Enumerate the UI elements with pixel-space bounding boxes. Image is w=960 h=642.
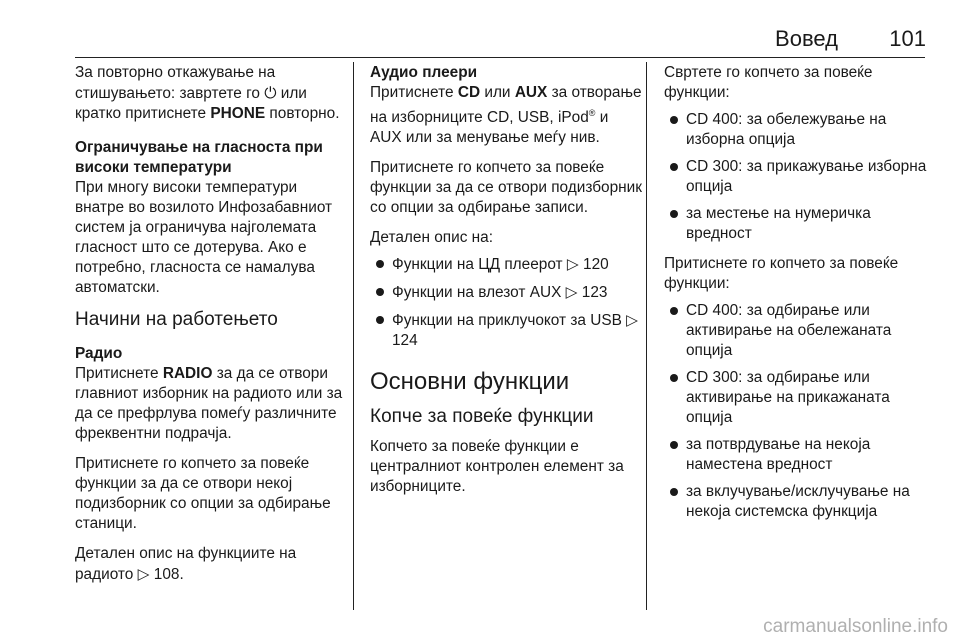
text: или кратко притиснете	[75, 85, 307, 122]
bullet	[670, 163, 678, 171]
text: Функции на приклучокот за USB	[392, 312, 622, 330]
page-reference[interactable]: 120	[583, 256, 609, 274]
list-item	[370, 282, 642, 303]
bullet	[670, 488, 678, 496]
text: Деталeн опис на функциите на радиото	[75, 545, 297, 583]
page-reference-arrow-icon: ▷	[137, 565, 150, 583]
text: за отворање на изборниците CD, USB, iPod	[370, 84, 642, 127]
header-rule	[75, 57, 925, 58]
heading-multifunction-knob: Копче за повеќе функции	[370, 406, 594, 428]
paragraph-audio	[370, 83, 642, 148]
page-reference[interactable]: 123	[581, 284, 608, 302]
text: за местење на нумеричка вредност	[686, 205, 871, 242]
bullet	[670, 210, 678, 218]
column-left	[75, 63, 347, 595]
bullet	[376, 316, 384, 324]
page-title: Вовед	[775, 26, 838, 51]
text: за вклучување/исклучување на некоја системска функција	[686, 483, 910, 520]
text: Притиснете	[370, 84, 454, 101]
page-reference[interactable]: 124	[392, 332, 418, 350]
paragraph-press-knob: Притиснете го копчето за повеќе функции:	[664, 255, 899, 292]
column-middle	[370, 63, 642, 507]
column-divider-2	[646, 62, 647, 610]
text: CD 400: за обележување на изборна опција	[686, 111, 887, 148]
column-right	[664, 63, 932, 532]
list-item	[664, 204, 932, 244]
column-divider-1	[353, 62, 354, 610]
paragraph-knob-description: Копчето за повеќе функции е централниот контролен елемент за изборниците.	[370, 438, 624, 496]
bullet	[670, 116, 678, 124]
list-item	[370, 254, 642, 275]
press-knob-list	[664, 301, 932, 522]
heading-radio: Радио	[75, 345, 123, 362]
paragraph-radio-detail	[75, 544, 347, 585]
bullet	[670, 441, 678, 449]
page-reference-arrow-icon: ▷	[626, 311, 639, 330]
heading-audio-players: Аудио плеери	[370, 64, 478, 81]
bullet	[670, 307, 678, 315]
reference-list	[370, 254, 642, 351]
list-item	[664, 368, 932, 428]
list-item	[664, 435, 932, 475]
text: CD 300: за одбирање или активирање на прикажаната опција	[686, 369, 890, 426]
text: повторно.	[269, 105, 340, 122]
text: и AUX или за менување меѓу нив.	[370, 109, 609, 147]
paragraph-volume-limit: При многу високи температури внатре во возилото Инфозабавниот систем ја ограничува најголемата гласност што се дотерува. Ако е потребно, гласноста се намалува автоматски.	[75, 179, 333, 296]
text: Функции на ЦД плеерот	[392, 256, 563, 274]
text: за потврдување на некоја наместена вредност	[686, 436, 871, 473]
radio-key-label: RADIO	[162, 365, 213, 382]
paragraph-detail: Детален опис на:	[370, 229, 494, 247]
page-header	[0, 26, 960, 56]
heading-operating-modes: Начини на работењето	[75, 309, 278, 330]
text: Функции на влезот AUX	[392, 284, 562, 302]
list-item	[370, 310, 642, 351]
heading-basic-functions: Основни функции	[370, 368, 570, 396]
bullet	[376, 288, 384, 296]
page-reference[interactable]: 108.	[153, 566, 184, 583]
text: за да се отвори главниот изборник на радиото или за да се префрлува помеѓу различните фреквентни подрачја.	[75, 365, 343, 442]
cd-key-label: CD	[457, 84, 481, 101]
paragraph-knob-tracks: Притиснете го копчето за повеќе функции за да се отвори подизборник со опции за одбирање записи.	[370, 159, 642, 217]
text: CD 400: за одбирање или активирање на обележаната опција	[686, 302, 892, 359]
text: Притиснете	[75, 365, 159, 382]
paragraph-radio	[75, 364, 347, 444]
text: За повторно откажување на стишувањето: завртете го	[75, 64, 276, 102]
list-item	[664, 301, 932, 361]
list-item	[664, 110, 932, 150]
paragraph-mute-cancel	[75, 63, 347, 124]
page-number: 101	[889, 26, 926, 51]
page-reference-arrow-icon: ▷	[565, 283, 578, 302]
text: CD 300: за прикажување изборна опција	[686, 158, 927, 195]
watermark: carmanualsonline.info	[763, 616, 948, 637]
turn-knob-list	[664, 110, 932, 244]
heading-volume-limit: Ограничување на гласноста при високи температури	[75, 139, 323, 176]
registered-mark: ®	[588, 108, 596, 118]
paragraph-turn-knob: Свртете го копчето за повеќе функции:	[664, 64, 873, 101]
bullet	[670, 374, 678, 382]
list-item	[664, 157, 932, 197]
paragraph-knob-radio: Притиснете го копчето за повеќе функции за да се отвори некој подизборник со опции за одбирање станици.	[75, 455, 331, 532]
power-symbol-icon: ⏻	[264, 84, 277, 102]
page-reference-arrow-icon: ▷	[566, 255, 579, 274]
list-item	[664, 482, 932, 522]
phone-key-label: PHONE	[210, 105, 266, 122]
bullet	[376, 260, 384, 268]
text: или	[484, 84, 511, 101]
aux-key-label: AUX	[514, 84, 548, 101]
